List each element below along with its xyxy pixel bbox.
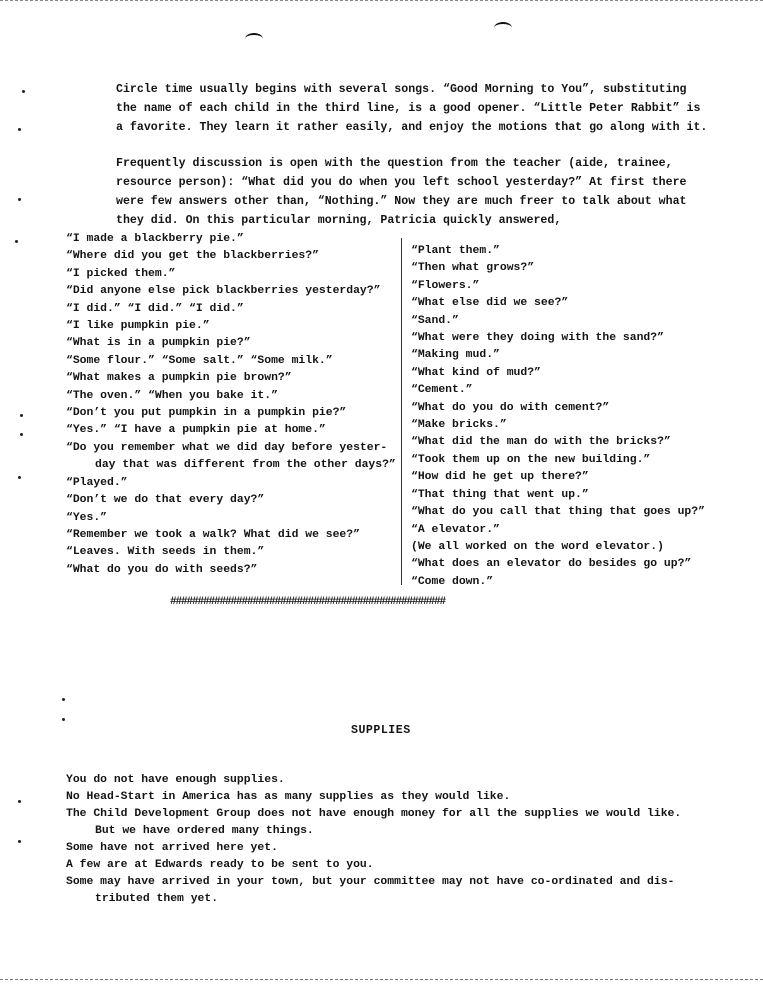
text-line: were few answers other than, “Nothing.” Now they are much freer to talk about what [116,195,687,208]
margin-speck [62,718,65,721]
supplies-line: No Head-Start in America has as many supplies as they would like. [66,791,511,803]
dialogue-line: “I did.” “I did.” “I did.” [66,302,244,315]
dialogue-line: “Remember we took a walk? What did we see?” [66,528,360,541]
dialogue-line: “Some flour.” “Some salt.” “Some milk.” [66,354,333,367]
text-line: they did. On this particular morning, Patricia quickly answered, [116,214,562,227]
dialogue-line: “What else did we see?” [411,297,569,310]
dialogue-line: “What did the man do with the bricks?” [411,436,671,449]
dialogue-line: “Yes.” “I have a pumpkin pie at home.” [66,424,326,437]
dialogue-line: “Making mud.” [411,349,500,362]
top-scan-edge [0,0,763,1]
supplies-line: The Child Development Group does not have enough money for all the supplies we would like. [66,808,682,820]
margin-speck [18,840,21,843]
supplies-line: A few are at Edwards ready to be sent to you. [66,859,374,871]
dialogue-line: “I made a blackberry pie.” [66,233,244,245]
dialogue-line: “I like pumpkin pie.” [66,320,210,333]
dialogue-line: “How did he get up there?” [411,471,589,484]
dialogue-line: “That thing that went up.” [411,488,589,501]
dialogue-line: “Sand.” [411,314,459,327]
dialogue-column-left [66,231,396,579]
dialogue-line: “Cement.” [411,384,473,397]
dialogue-line: “Did anyone else pick blackberries yesterday?” [66,285,381,298]
supplies-body [66,772,681,908]
supplies-heading: SUPPLIES [351,724,411,737]
text-line: Frequently discussion is open with the question from the teacher (aide, trainee, [116,157,673,170]
dialogue-line: “Do you remember what we did day before yester- [66,441,388,454]
dialogue-line: “Come down.” [411,575,494,588]
column-divider [401,238,402,585]
margin-speck [18,128,21,131]
dialogue-column-right [411,243,705,591]
dialogue-line: “Don’t we do that every day?” [66,494,265,507]
dialogue-line: “What is in a pumpkin pie?” [66,337,251,350]
dialogue-line: “The oven.” “When you bake it.” [66,389,278,402]
dialogue-line: “Leaves. With seeds in them.” [66,546,265,559]
text-line: a favorite. They learn it rather easily, and enjoy the motions that go along with it. [116,121,708,134]
dialogue-line: “What kind of mud?” [411,366,541,379]
margin-speck [18,800,21,803]
dialogue-line: “What do you do with seeds?” [66,563,258,576]
dialogue-line: “Don’t you put pumpkin in a pumpkin pie?” [66,407,347,420]
dialogue-line: “Where did you get the blackberries?” [66,250,319,263]
dialogue-line: “Took them up on the new building.” [411,453,651,466]
supplies-line: You do not have enough supplies. [66,774,285,786]
margin-speck [62,698,65,701]
supplies-line: But we have ordered many things. [95,825,314,837]
section-separator: ################################################## [170,596,446,608]
dialogue-line: “Make bricks.” [411,419,507,432]
supplies-line: Some may have arrived in your town, but your committee may not have co-ordinated and dis- [66,876,675,888]
punch-hole-mark-left [245,33,263,45]
dialogue-line: “Then what grows?” [411,262,535,275]
dialogue-line: “Played.” [66,476,128,489]
margin-speck [20,414,23,417]
margin-speck [18,198,21,201]
dialogue-line: “A elevator.” [411,523,500,536]
text-line: the name of each child in the third line, is a good opener. “Little Peter Rabbit” is [116,102,701,115]
dialogue-line: day that was different from the other days?” [95,459,396,472]
text-line: resource person): “What did you do when you left school yesterday?” At first there [116,176,687,189]
margin-speck [18,476,21,479]
dialogue-line: “What makes a pumpkin pie brown?” [66,372,292,385]
margin-speck [22,90,25,93]
text-line: Circle time usually begins with several songs. “Good Morning to You”, substituting [116,83,687,96]
intro-paragraph-2 [116,154,687,230]
supplies-line: tributed them yet. [95,893,219,905]
dialogue-line: “Flowers.” [411,279,480,292]
bottom-scan-edge [0,979,763,980]
intro-paragraph-1 [116,80,708,137]
dialogue-line: (We all worked on the word elevator.) [411,540,664,553]
dialogue-line: “What were they doing with the sand?” [411,332,664,345]
dialogue-line: “What do you call that thing that goes up?” [411,506,705,519]
dialogue-line: “What does an elevator do besides go up?” [411,558,692,571]
margin-speck [15,240,18,243]
dialogue-line: “I picked them.” [66,267,176,280]
punch-hole-mark-right [494,22,512,34]
dialogue-line: “Plant them.” [411,245,500,257]
dialogue-line: “What do you do with cement?” [411,401,610,414]
supplies-line: Some have not arrived here yet. [66,842,278,854]
dialogue-line: “Yes.” [66,511,108,524]
margin-speck [20,433,23,436]
